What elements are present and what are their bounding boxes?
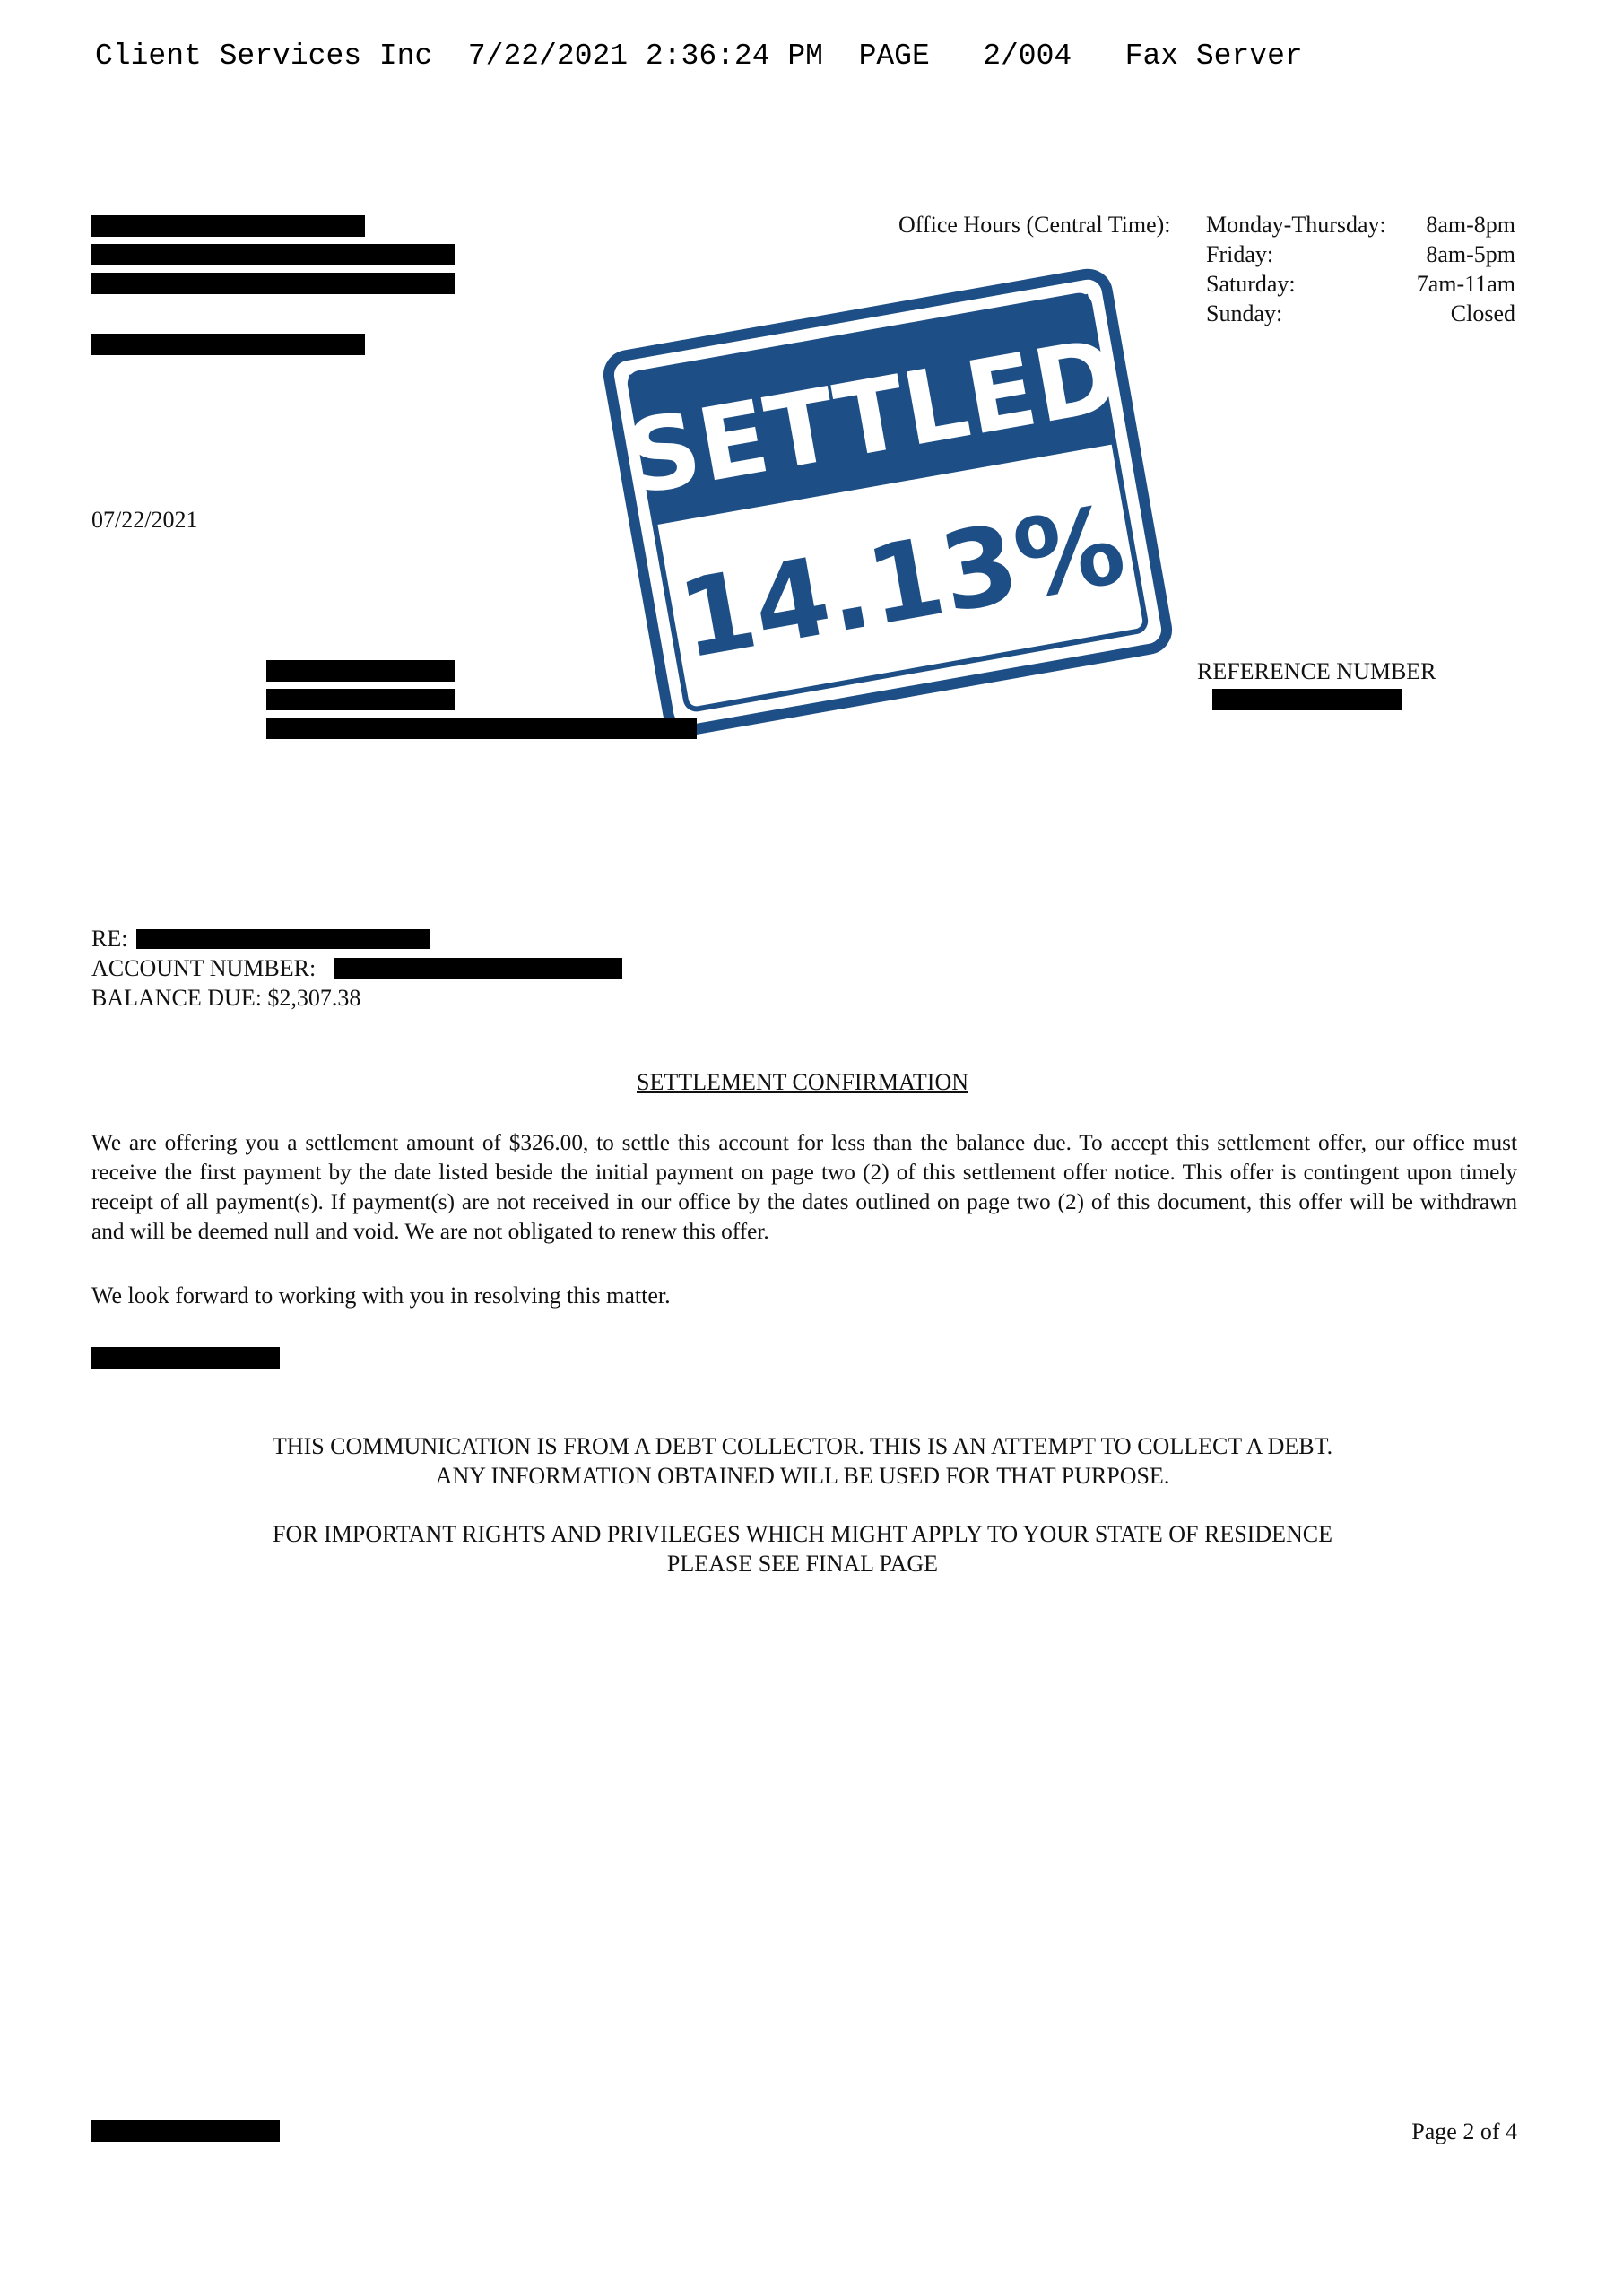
- balance-due: BALANCE DUE: $2,307.38: [91, 985, 361, 1011]
- fax-datetime: 7/22/2021 2:36:24 PM: [467, 39, 823, 73]
- closing-line: We look forward to working with you in resolving this matter.: [91, 1283, 671, 1309]
- fax-company: Client Services Inc: [95, 39, 433, 73]
- redacted-footer-code: [91, 2120, 280, 2142]
- redacted-recipient-line-2: [266, 718, 697, 739]
- redacted-recipient-name: [266, 660, 455, 682]
- debt-collector-notice-line-1: THIS COMMUNICATION IS FROM A DEBT COLLECTOR. THIS IS AN ATTEMPT TO COLLECT A DEBT.: [272, 1433, 1333, 1459]
- redacted-account-number: [334, 958, 622, 979]
- reference-number-label: REFERENCE NUMBER: [1197, 658, 1436, 684]
- office-hours-row: [1206, 271, 1515, 300]
- office-hours-time: 8am-8pm: [1426, 212, 1515, 238]
- letter-date: 07/22/2021: [91, 507, 198, 533]
- redacted-recipient-line-1: [266, 689, 455, 710]
- redacted-sender-line-2: [91, 273, 455, 294]
- fax-header: [95, 39, 1303, 73]
- settled-stamp-graphic: [597, 263, 1178, 742]
- office-hours-row: [1206, 300, 1515, 330]
- rights-notice-line-2: PLEASE SEE FINAL PAGE: [666, 1551, 939, 1577]
- redacted-re-value: [136, 929, 430, 949]
- re-label: RE:: [91, 926, 128, 952]
- office-hours-table: [1206, 212, 1515, 330]
- redacted-sender-line-1: [91, 244, 455, 265]
- office-hours-day: Saturday:: [1206, 271, 1296, 297]
- settlement-paragraph: We are offering you a settlement amount of $326.00, to settle this account for less than the balance due. To accept this settlement offer, our office must receive the first payment by the date listed beside the initial payment on page two (2) of this settlement offer notice. This offer is contingent upon timely receipt of all payment(s). If payment(s) are not received in our office by the dates outlined on page two (2) of this document, this offer will be withdrawn and will be deemed null and void. We are not obligated to renew this offer.: [91, 1130, 1517, 1244]
- document-title: SETTLEMENT CONFIRMATION: [636, 1069, 969, 1095]
- stamp-top-text: SETTLED: [618, 317, 1128, 518]
- fax-server: Fax Server: [1124, 39, 1303, 73]
- fax-page-number: 2/004: [983, 39, 1072, 73]
- stamp-bottom-text: 14.13%: [670, 483, 1134, 683]
- account-number-label: ACCOUNT NUMBER:: [91, 955, 317, 981]
- office-hours-label: Office Hours (Central Time):: [898, 212, 1171, 238]
- redacted-signature: [91, 1347, 280, 1369]
- office-hours-row: [1206, 241, 1515, 271]
- office-hours-row: [1206, 212, 1515, 241]
- office-hours-day: Sunday:: [1206, 300, 1283, 326]
- office-hours-day: Friday:: [1206, 241, 1274, 267]
- redacted-reference-number: [1212, 689, 1402, 710]
- redacted-sender-name: [91, 215, 365, 237]
- office-hours-time: 7am-11am: [1416, 271, 1515, 297]
- page-count: Page 2 of 4: [1411, 2118, 1517, 2144]
- settled-stamp: [597, 263, 1178, 742]
- office-hours-time: 8am-5pm: [1426, 241, 1515, 267]
- office-hours-day: Monday-Thursday:: [1206, 212, 1386, 238]
- office-hours-time: Closed: [1450, 300, 1515, 326]
- fax-page-label: PAGE: [858, 39, 930, 73]
- rights-notice-line-1: FOR IMPORTANT RIGHTS AND PRIVILEGES WHICH MIGHT APPLY TO YOUR STATE OF RESIDENCE: [273, 1521, 1332, 1547]
- debt-collector-notice-line-2: ANY INFORMATION OBTAINED WILL BE USED FOR THAT PURPOSE.: [435, 1463, 1170, 1489]
- redacted-sender-phone: [91, 334, 365, 355]
